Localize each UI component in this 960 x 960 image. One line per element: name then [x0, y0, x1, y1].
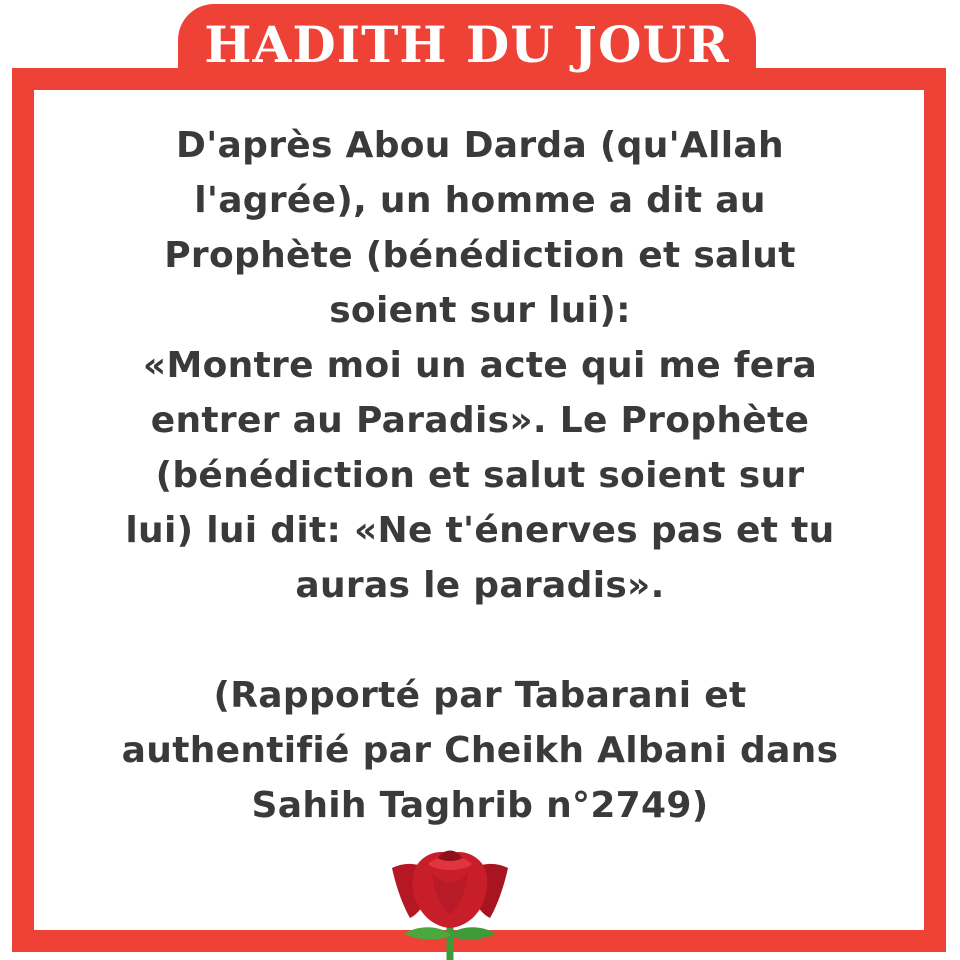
- hadith-line: lui) lui dit: «Ne t'énerves pas et tu: [125, 510, 835, 551]
- hadith-line: soient sur lui):: [329, 290, 631, 331]
- rose-icon: [388, 842, 512, 960]
- paragraph-gap: [60, 613, 900, 668]
- hadith-line: entrer au Paradis». Le Prophète: [150, 400, 810, 441]
- hadith-line: (bénédiction et salut soient sur: [155, 455, 805, 496]
- hadith-line: l'agrée), un homme a dit au: [194, 180, 766, 221]
- source-line: Sahih Taghrib n°2749): [251, 785, 709, 826]
- hadith-line: auras le paradis».: [295, 565, 665, 606]
- hadith-text-block: [60, 118, 900, 833]
- hadith-line: «Montre moi un acte qui me fera: [142, 345, 818, 386]
- source-line: (Rapporté par Tabarani et: [213, 675, 747, 716]
- title-banner: [178, 4, 756, 84]
- hadith-line: D'après Abou Darda (qu'Allah: [176, 125, 784, 166]
- hadith-line: Prophète (bénédiction et salut: [164, 235, 796, 276]
- source-line: authentifié par Cheikh Albani dans: [121, 730, 839, 771]
- page-title: HADITH DU JOUR: [204, 14, 730, 74]
